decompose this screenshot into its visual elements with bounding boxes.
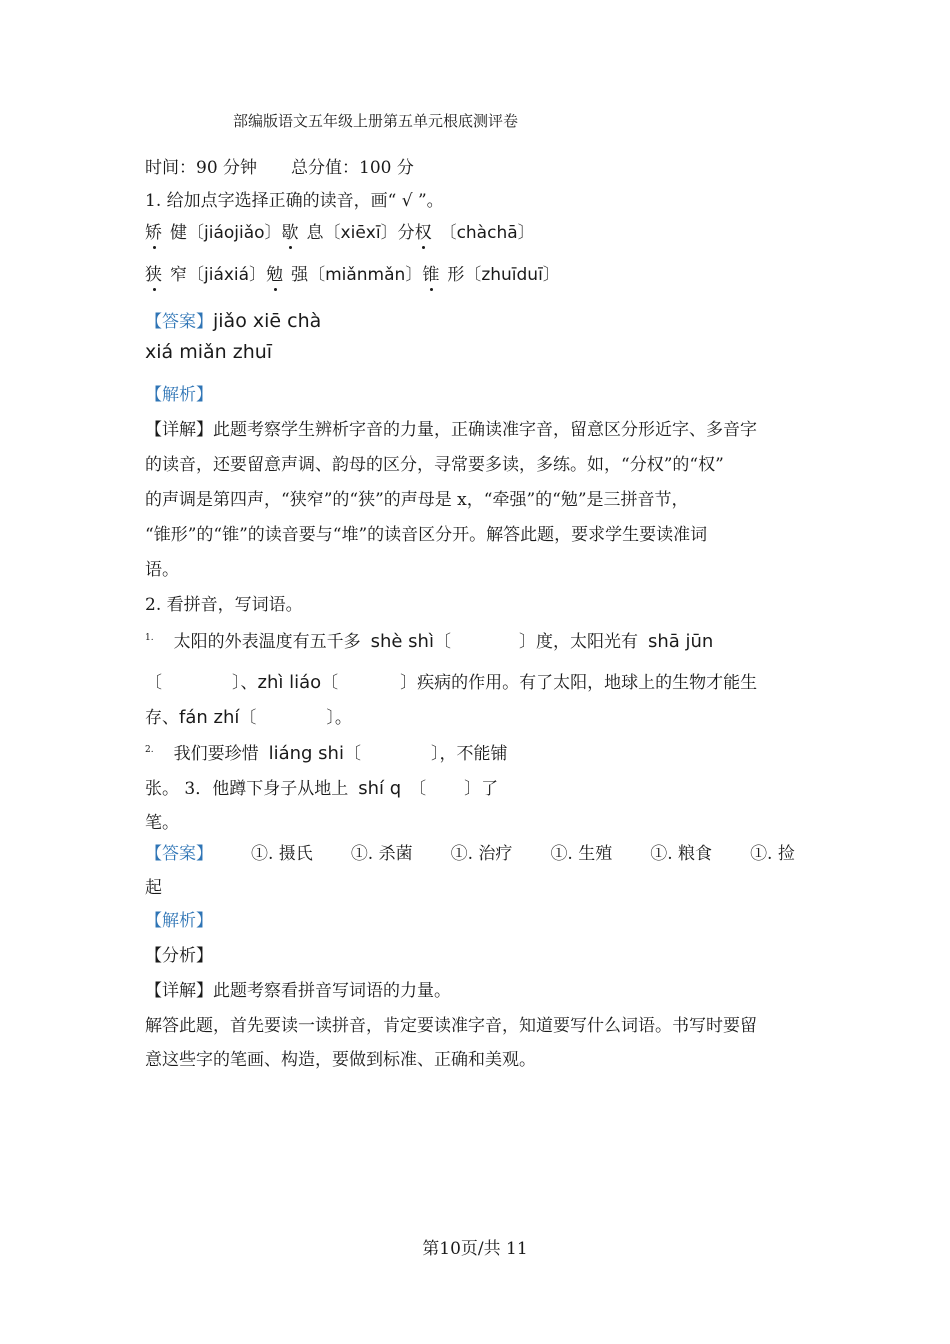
q1-prompt: 1. 给加点字选择正确的读音，画“ √ ”。 <box>145 191 444 211</box>
exam-total-score: 总分值：100 分 <box>291 158 414 178</box>
answer-item: ①. 生殖 <box>550 844 613 864</box>
q1-row-1 <box>145 218 535 243</box>
q1-answer-line-1: jiǎo xiē chà <box>213 310 322 332</box>
exam-time: 时间：90 分钟 <box>145 158 258 178</box>
pinyin: shí q <box>358 778 402 799</box>
q1-item: 勉 强〔miǎnmǎn〕 <box>266 265 423 285</box>
q1-detail-line: 语。 <box>145 560 179 580</box>
q1-detail-line: 【详解】此题考察学生辨析字音的力量，正确读准字音，留意区分形近字、多音字 <box>145 420 757 440</box>
page-title: 部编版语文五年级上册第五单元根底测评卷 <box>233 112 519 130</box>
answer-tag: 【答案】 <box>145 312 213 332</box>
answer-item: ①. 杀菌 <box>350 844 413 864</box>
q2-sentence-1-line-1: $^{1.}$ 太阳的外表温度有五千多 shè shì〔 〕度，太阳光有 shā jūn <box>145 631 714 652</box>
answer-item: ①. 捡 <box>750 844 795 864</box>
answer-wrap: 起 <box>145 878 162 898</box>
exam-meta <box>145 153 414 178</box>
pinyin: shā jūn <box>647 631 714 652</box>
q2-analysis-tag: 【解析】 <box>145 911 213 931</box>
q1-item: 锥 形〔zhuīduī〕 <box>422 265 560 285</box>
q1-item: 歇 息〔xiēxī〕 <box>281 223 398 243</box>
q2-sentence-1-line-3: 存、fán zhí〔 〕。 <box>145 707 352 728</box>
q2-answer <box>145 839 795 864</box>
q1-row-2 <box>145 260 560 285</box>
pinyin: fán zhí <box>179 707 240 728</box>
answer-item: ①. 粮食 <box>650 844 713 864</box>
q2-detail-line: 意这些字的笔画、构造，要做到标准、正确和美观。 <box>145 1050 536 1070</box>
page-footer: 第10页/共 11 <box>422 1239 528 1259</box>
q1-item: 分权 〔chàchā〕 <box>397 223 535 243</box>
q2-sentence-2-line-1: $^{2.}$ 我们要珍惜 liáng shi〔 〕，不能铺 <box>145 743 508 764</box>
q1-answer-line-2: xiá miǎn zhuī <box>145 341 273 363</box>
sub-question-number: 2. <box>145 745 154 755</box>
pinyin: shè shì <box>370 631 434 652</box>
q2-sentence-1-line-2: 〔 〕、zhì liáo〔 〕疾病的作用。有了太阳，地球上的生物才能生 <box>145 672 758 693</box>
q2-detail-line: 【详解】此题考察看拼音写词语的力量。 <box>145 981 451 1001</box>
q1-answer <box>145 307 321 332</box>
q2-sentence-2-line-3: 笔。 <box>145 813 179 833</box>
q1-item: 狭 窄〔jiáxiá〕 <box>145 265 267 285</box>
q1-detail-line: 的声调是第四声，“狭窄”的“狭”的声母是 x，“牵强”的“勉”是三拼音节， <box>145 490 689 510</box>
q1-analysis-tag: 【解析】 <box>145 385 213 405</box>
answer-tag: 【答案】 <box>145 844 213 864</box>
q2-detail-line: 解答此题，首先要读一读拼音，肯定要读准字音，知道要写什么词语。书写时要留 <box>145 1016 757 1036</box>
answer-item: ①. 治疗 <box>450 844 513 864</box>
q1-detail-line: 的读音，还要留意声调、韵母的区分，寻常要多读，多练。如，“分权”的“权” <box>145 455 724 475</box>
pinyin: zhì liáo <box>257 672 322 693</box>
pinyin: liáng shi <box>268 743 344 764</box>
q2-prompt: 2. 看拼音，写词语。 <box>145 595 303 615</box>
q1-item: 矫 健〔jiáojiǎo〕 <box>145 223 282 243</box>
q2-sentence-2-line-2: 张。 3．他蹲下身子从地上 shí q 〔 〕了 <box>145 778 499 799</box>
answer-item: ①. 摄氏 <box>251 844 313 864</box>
q2-fenxi-tag: 【分析】 <box>145 946 213 966</box>
sub-question-number: 1. <box>145 633 154 643</box>
q1-detail-line: “锥形”的“锥”的读音要与“堆”的读音区分开。解答此题，要求学生要读准词 <box>145 525 708 545</box>
